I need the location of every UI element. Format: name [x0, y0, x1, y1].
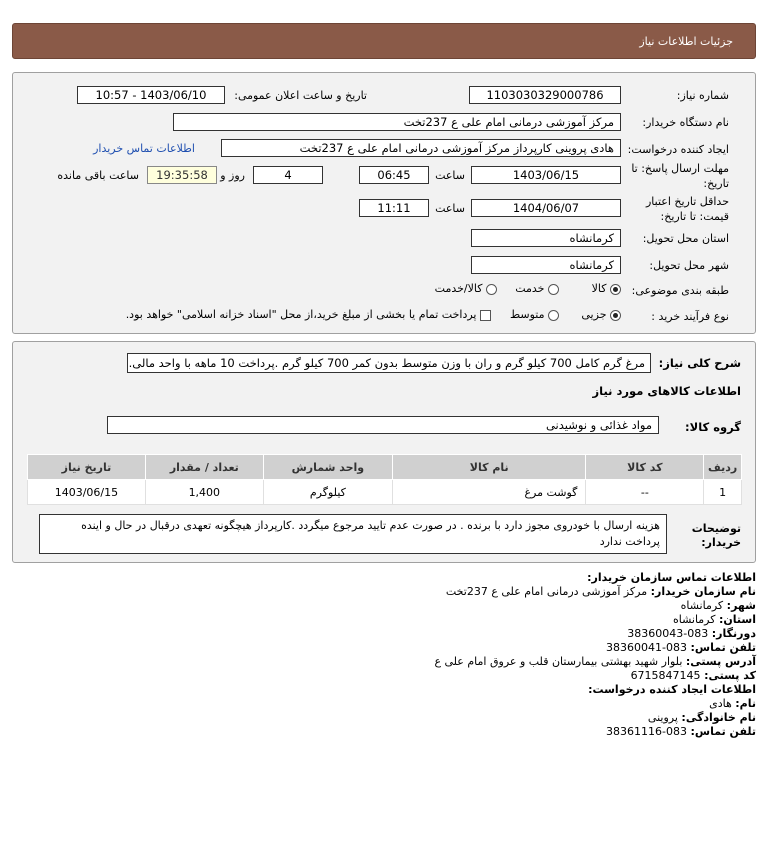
- contact-title: اطلاعات تماس سازمان خریدار:: [587, 571, 756, 584]
- process-label: نوع فرآیند خرید :: [651, 310, 729, 323]
- validity-label-2: قیمت: تا تاریخ:: [660, 210, 729, 223]
- goods-table: [27, 454, 742, 505]
- cell-goods-code: --: [586, 480, 704, 505]
- checkbox-icon[interactable]: [480, 310, 491, 321]
- deadline-time-field: 06:45: [359, 166, 429, 184]
- creator-last-name: نام خانوادگی: پروینی: [647, 711, 756, 724]
- page-title: جزئیات اطلاعات نیاز: [639, 35, 733, 48]
- deadline-time-label: ساعت: [435, 169, 465, 182]
- days-label: روز و: [220, 169, 245, 182]
- contact-fax: دورنگار: 083-38360043: [627, 627, 756, 640]
- creator-phone: تلفن تماس: 083-38361116: [606, 725, 756, 738]
- announce-field: 1403/06/10 - 10:57: [77, 86, 225, 104]
- radio-icon[interactable]: [486, 284, 497, 295]
- process-option-minor[interactable]: جزیی: [581, 308, 621, 321]
- need-details-panel: [12, 341, 756, 563]
- col-quantity: تعداد / مقدار: [145, 455, 263, 480]
- need-info-panel: [12, 72, 756, 334]
- contact-postal: کد پستی: 6715847145: [630, 669, 756, 682]
- province-field: کرمانشاه: [471, 229, 621, 247]
- requester-field: هادی پروینی کارپرداز مرکز آموزشی درمانی امام علی ع 237تخت: [221, 139, 621, 157]
- buyer-contact-link[interactable]: اطلاعات تماس خریدار: [93, 142, 195, 155]
- creator-first-name: نام: هادی: [709, 697, 756, 710]
- description-label: شرح کلی نیاز:: [658, 356, 741, 370]
- category-option-goods-service[interactable]: کالا/خدمت: [435, 282, 497, 295]
- cell-unit: کیلوگرم: [263, 480, 392, 505]
- contact-org: نام سازمان خریدار: مرکز آموزشی درمانی امام علی ع 237تخت: [445, 585, 756, 598]
- col-need-date: تاریخ نیاز: [28, 455, 146, 480]
- validity-label-1: حداقل تاریخ اعتبار: [645, 195, 729, 208]
- category-label: طبقه بندی موضوعی:: [631, 284, 729, 297]
- page-header: [12, 23, 756, 59]
- col-unit: واحد شمارش: [263, 455, 392, 480]
- contact-phone: تلفن تماس: 083-38360041: [606, 641, 756, 654]
- deadline-label-2: تاریخ:: [703, 177, 729, 190]
- col-goods-code: کد کالا: [586, 455, 704, 480]
- remaining-label: ساعت باقی مانده: [57, 169, 139, 182]
- buyer-notes-label-2: خریدار:: [701, 536, 741, 549]
- treasury-payment-option[interactable]: پرداخت تمام یا بخشی از مبلغ خرید،از محل "اسناد خزانه اسلامی" خواهد بود.: [126, 308, 491, 321]
- days-field: 4: [253, 166, 323, 184]
- cell-row-number: 1: [704, 480, 742, 505]
- city-field: کرمانشاه: [471, 256, 621, 274]
- cell-goods-name: گوشت مرغ: [393, 480, 586, 505]
- remaining-time-field: 19:35:58: [147, 166, 217, 184]
- goods-info-title: اطلاعات کالاهای مورد نیاز: [592, 384, 741, 398]
- goods-group-label: گروه کالا:: [685, 420, 741, 434]
- radio-selected-icon[interactable]: [610, 284, 621, 295]
- validity-time-field: 11:11: [359, 199, 429, 217]
- contact-city: شهر: کرمانشاه: [680, 599, 756, 612]
- validity-time-label: ساعت: [435, 202, 465, 215]
- validity-date-field: 1404/06/07: [471, 199, 621, 217]
- buyer-notes-line-1: هزینه ارسال با خودروی مجوز دارد با برنده . در صورت عدم تایید مرجوع میگردد .کارپرداز هیچگونه تعهدی درقبال در حال و اینده: [81, 519, 660, 532]
- goods-table-header: [28, 455, 742, 480]
- buyer-notes-field: [39, 514, 667, 554]
- goods-group-field: مواد غذائی و نوشیدنی: [107, 416, 659, 434]
- process-option-medium[interactable]: متوسط: [510, 308, 559, 321]
- col-goods-name: نام کالا: [393, 455, 586, 480]
- table-row: [28, 480, 742, 505]
- contact-province: استان: کرمانشاه: [672, 613, 756, 626]
- contact-address: آدرس پستی: بلوار شهید بهشتی بیمارستان قلب و عروق امام علی ع: [434, 655, 756, 668]
- radio-selected-icon[interactable]: [610, 310, 621, 321]
- buyer-org-label: نام دستگاه خریدار:: [642, 116, 729, 129]
- radio-icon[interactable]: [548, 310, 559, 321]
- description-field: مرغ گرم کامل 700 کیلو گرم و ران با وزن متوسط بدون کمر 700 کیلو گرم .پرداخت 10 ماهه با واحد مالی.: [127, 353, 651, 373]
- city-label: شهر محل تحویل:: [649, 259, 729, 272]
- radio-icon[interactable]: [548, 284, 559, 295]
- need-number-label: شماره نیاز:: [676, 89, 729, 102]
- cell-need-date: 1403/06/15: [28, 480, 146, 505]
- cell-quantity: 1,400: [145, 480, 263, 505]
- announce-label: تاریخ و ساعت اعلان عمومی:: [234, 89, 367, 102]
- category-option-service[interactable]: خدمت: [515, 282, 559, 295]
- col-row-number: ردیف: [704, 455, 742, 480]
- category-option-goods[interactable]: کالا: [592, 282, 621, 295]
- province-label: استان محل تحویل:: [642, 232, 729, 245]
- buyer-notes-label-1: توضیحات: [691, 522, 741, 535]
- creator-title: اطلاعات ایجاد کننده درخواست:: [588, 683, 756, 696]
- requester-label: ایجاد کننده درخواست:: [627, 143, 729, 156]
- buyer-notes-line-2: پرداخت ندارد: [599, 535, 660, 548]
- need-number-field: 1103030329000786: [469, 86, 621, 104]
- buyer-org-field: مرکز آموزشی درمانی امام علی ع 237تخت: [173, 113, 621, 131]
- deadline-date-field: 1403/06/15: [471, 166, 621, 184]
- deadline-label-1: مهلت ارسال پاسخ: تا: [631, 162, 729, 175]
